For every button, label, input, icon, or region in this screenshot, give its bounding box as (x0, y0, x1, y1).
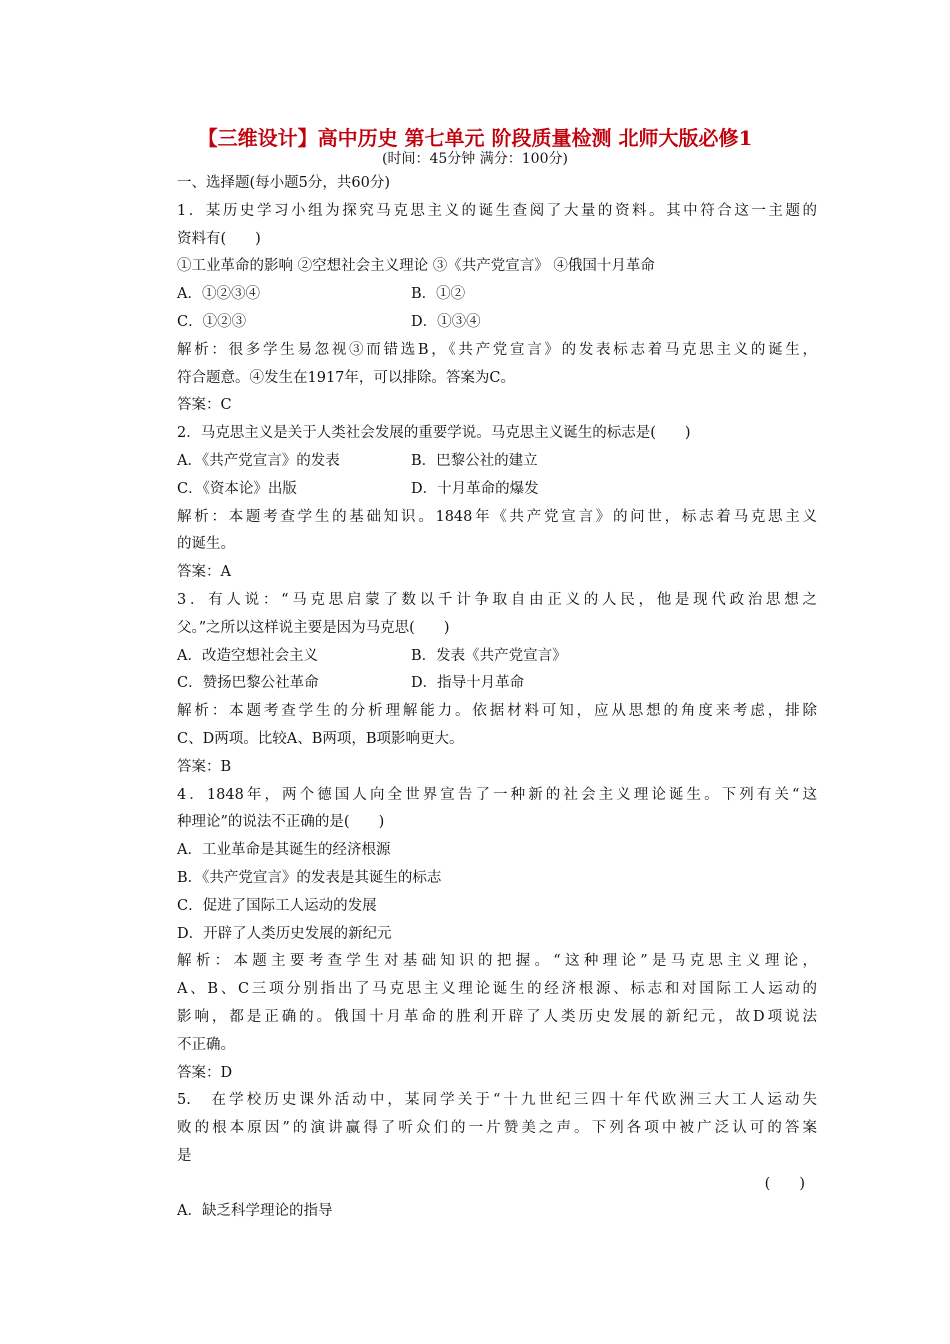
question-1-option-b: B．①② (411, 286, 466, 303)
question-3-options-row-1 (177, 643, 817, 671)
question-2-analysis-line-2: 的诞生。 (177, 536, 235, 553)
question-4-option-b: B．《共产党宣言》的发表是其诞生的标志 (177, 869, 442, 886)
question-4-analysis-line-4: 不正确。 (177, 1036, 235, 1053)
question-1-analysis-line-2: 符合题意。④发生在1917年，可以排除。答案为C。 (177, 369, 515, 386)
question-1-stem-line-2: 资料有( ) (177, 230, 261, 247)
question-1-option-a: A．①②③④ (177, 286, 260, 303)
question-2-option-d: D．十月革命的爆发 (411, 480, 539, 497)
question-1-options-row-1 (177, 281, 817, 309)
question-5-answer-blank: ( ) (764, 1175, 805, 1192)
question-4-stem-line-1: 4．1848年，两个德国人向全世界宣告了一种新的社会主义理论诞生。下列有关“这 (177, 786, 817, 803)
question-3-answer: 答案：B (177, 758, 232, 775)
question-4-analysis-line-1: 解析：本题主要考查学生对基础知识的把握。“这种理论”是马克思主义理论， (177, 953, 817, 970)
question-2-option-a: A．《共产党宣言》的发表 (177, 452, 340, 469)
question-4-analysis-line-2: A、B、C三项分别指出了马克思主义理论诞生的经济根源、标志和对国际工人运动的 (177, 981, 817, 998)
question-1-analysis-line-1: 解析：很多学生易忽视③而错选B，《共产党宣言》的发表标志着马克思主义的诞生， (177, 341, 817, 358)
question-2-answer: 答案：A (177, 564, 231, 581)
question-1-answer: 答案：C (177, 397, 232, 414)
question-5-stem-line-2: 败的根本原因”的演讲赢得了听众们的一片赞美之声。下列各项中被广泛认可的答案 (177, 1120, 817, 1137)
question-3-stem-line-1: 3．有人说：“马克思启蒙了数以千计争取自由正义的人民，他是现代政治思想之 (177, 591, 817, 608)
question-2-analysis-line-1: 解析：本题考查学生的基础知识。1848年《共产党宣言》的问世，标志着马克思主义 (177, 508, 817, 525)
question-4-option-c: C．促进了国际工人运动的发展 (177, 897, 377, 914)
question-1-stem-line-1: 1．某历史学习小组为探究马克思主义的诞生查阅了大量的资料。其中符合这一主题的 (177, 202, 817, 219)
question-4-analysis-line-3: 影响，都是正确的。俄国十月革命的胜利开辟了人类历史发展的新纪元，故D项说法 (177, 1008, 817, 1025)
question-4-answer: 答案：D (177, 1064, 233, 1081)
question-3-option-d: D．指导十月革命 (411, 675, 525, 692)
question-4-option-d: D．开辟了人类历史发展的新纪元 (177, 925, 392, 942)
question-2-stem: 2．马克思主义是关于人类社会发展的重要学说。马克思主义诞生的标志是( ) (177, 425, 691, 442)
question-3-options-row-2 (177, 670, 817, 698)
section-heading: 一、选择题(每小题5分，共60分) (177, 175, 390, 191)
question-1-items: ①工业革命的影响 ②空想社会主义理论 ③《共产党宣言》 ④俄国十月革命 (177, 258, 655, 275)
question-5-option-a: A．缺乏科学理论的指导 (177, 1203, 333, 1220)
question-5-stem-line-3: 是 (177, 1147, 192, 1164)
question-5-stem-line-1: 5. 在学校历史课外活动中，某同学关于“十九世纪三四十年代欧洲三大工人运动失 (177, 1092, 817, 1109)
question-3-option-a: A．改造空想社会主义 (177, 647, 318, 664)
question-3-option-b: B．发表《共产党宣言》 (411, 647, 567, 664)
question-1-options-row-2 (177, 309, 817, 337)
question-2-option-c: C．《资本论》出版 (177, 480, 297, 497)
question-4-stem-line-2: 种理论”的说法不正确的是( ) (177, 814, 385, 831)
document-body (177, 170, 817, 1226)
question-2-options-row-1 (177, 448, 817, 476)
question-2-options-row-2 (177, 476, 817, 504)
exam-time-and-score: (时间：45分钟 满分：100分) (382, 151, 568, 167)
question-1-option-c: C．①②③ (177, 313, 247, 330)
question-3-stem-line-2: 父。”之所以这样说主要是因为马克思( ) (177, 619, 450, 636)
question-2-option-b: B．巴黎公社的建立 (411, 452, 538, 469)
question-3-option-c: C．赞扬巴黎公社革命 (177, 675, 319, 692)
question-4-option-a: A．工业革命是其诞生的经济根源 (177, 842, 391, 859)
document-title: 【三维设计】高中历史 第七单元 阶段质量检测 北师大版必修1 (197, 126, 753, 150)
question-1-option-d: D．①③④ (411, 313, 481, 330)
question-3-analysis-line-2: C、D两项。比较A、B两项，B项影响更大。 (177, 730, 464, 747)
question-3-analysis-line-1: 解析：本题考查学生的分析理解能力。依据材料可知，应从思想的角度来考虑，排除 (177, 703, 817, 720)
